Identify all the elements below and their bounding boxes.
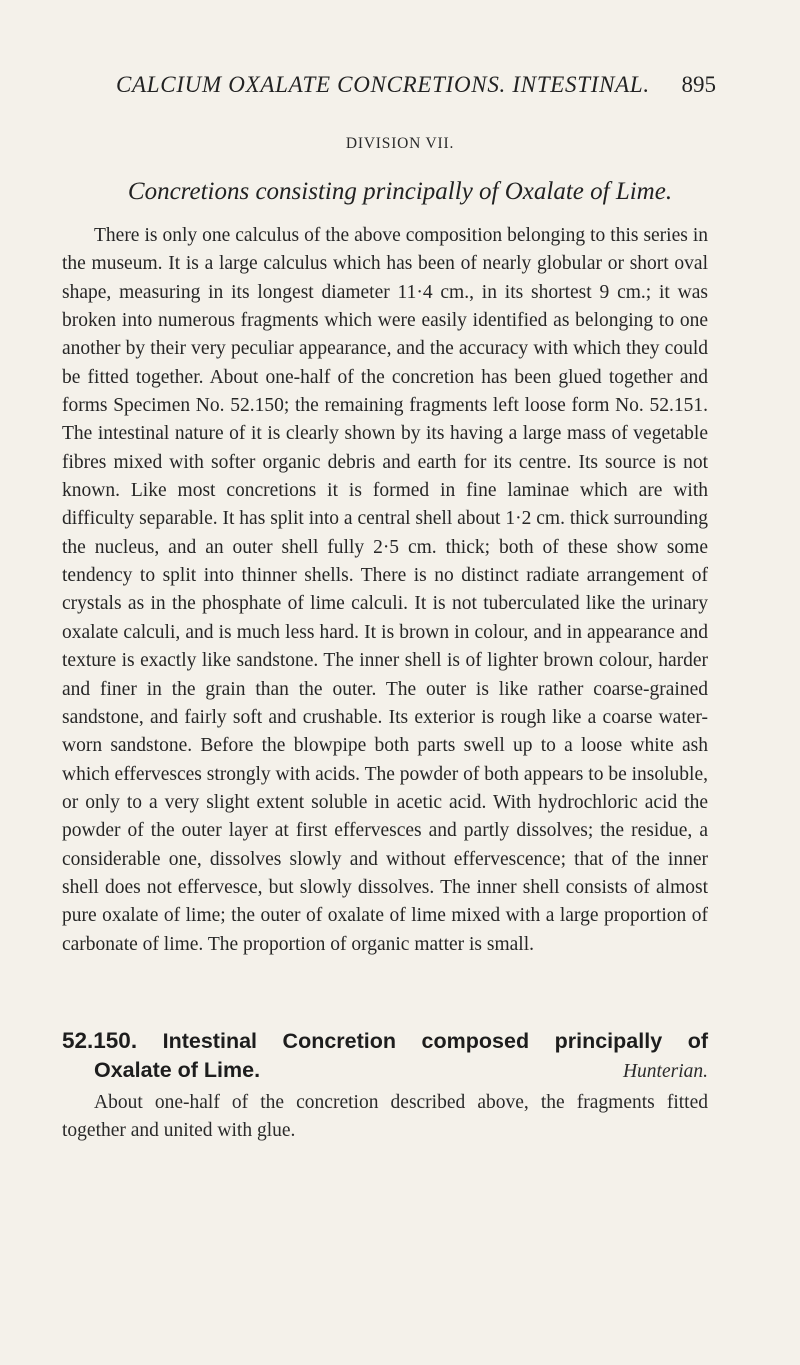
specimen-number: 52.150.: [62, 1028, 138, 1053]
running-title: CALCIUM OXALATE CONCRETIONS. INTESTINAL.: [116, 72, 650, 97]
specimen-heading-continuation: Oxalate of Lime.: [94, 1058, 261, 1082]
specimen-heading-text: Intestinal Concretion composed principally of: [162, 1029, 708, 1053]
specimen-entry: [62, 1026, 708, 1146]
specimen-heading-line1: [62, 1026, 708, 1056]
specimen-description: About one-half of the concretion described above, the fragments fitted together and united with glue.: [62, 1092, 708, 1142]
division-heading: DIVISION VII.: [345, 135, 455, 152]
body-paragraph: There is only one calculus of the above composition belonging to this series in the museum. It is a large calculus which has been of nearly globular or short oval shape, measuring in its longest diameter 11·4 cm., in its shortest 9 cm.; it was broken into numerous fragments which were easily identified as belonging to one another by their very peculiar appearance, and the accuracy with which they could be fitted together. About one-half of the concretion has been glued together and forms Specimen No. 52.150; the remaining fragments left loose form No. 52.151. The intestinal nature of it is clearly shown by its having a large mass of vegetable fibres mixed with softer organic debris and earth for its centre. Its source is not known. Like most concretions it is formed in fine laminae which are with difficulty separable. It has split into a central shell about 1·2 cm. thick surrounding the nucleus, and an outer shell fully 2·5 cm. thick; both of these show some tendency to split into thinner shells. There is no distinct radiate arrangement of crystals as in the phosphate of lime calculi. It is not tuberculated like the urinary oxalate calculi, and is much less hard. It is brown in colour, and in appearance and texture is exactly like sandstone. The inner shell is of lighter brown colour, harder and finer in the grain than the outer. The outer is like rather coarse-grained sandstone, and fairly soft and crushable. Its exterior is rough like a coarse water-worn sandstone. Before the blowpipe both parts swell up to a loose white ash which effervesces strongly with acids. The powder of both appears to be insoluble, or only to a very slight extent soluble in acetic acid. With hydrochloric acid the powder of the outer layer at first effervesces and partly dissolves; the residue, a considerable one, dissolves slowly and without effervescence; that of the inner shell does not effervesce, but slowly dissolves. The inner shell consists of almost pure oxalate of lime; the outer of oxalate of lime mixed with a large proportion of carbonate of lime. The proportion of organic matter is small.: [62, 225, 708, 955]
specimen-collection: Hunterian.: [622, 1061, 708, 1082]
specimen-heading-line2: [62, 1058, 708, 1083]
section-title: Concretions consisting principally of Oxalate of Lime.: [127, 178, 673, 205]
running-head: [116, 72, 716, 98]
page-number: 895: [681, 72, 716, 97]
